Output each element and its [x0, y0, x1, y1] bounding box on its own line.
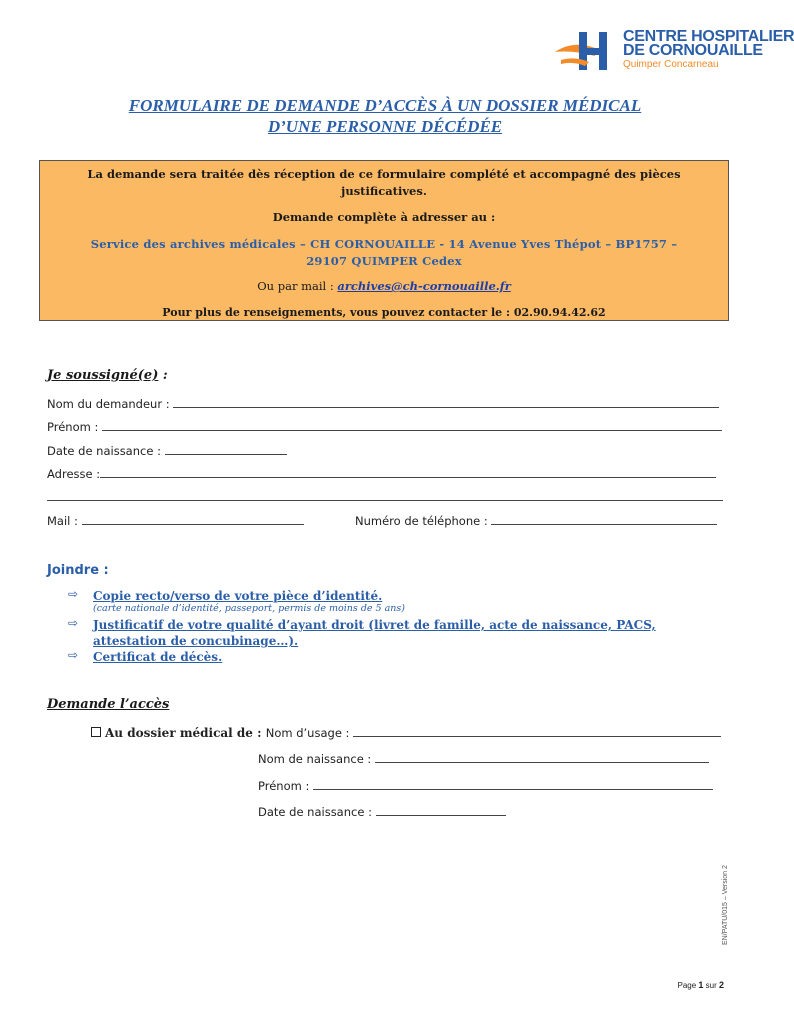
- access-birthdate-label: Date de naissance :: [258, 805, 376, 819]
- info-mail-line: [40, 279, 728, 293]
- info-mail-label: Ou par mail :: [257, 279, 338, 293]
- arrow-right-icon: ⇨: [68, 587, 79, 601]
- requester-birthdate-label: Date de naissance :: [47, 444, 165, 458]
- access-usage-field[interactable]: [353, 726, 721, 737]
- info-address-label: Demande complète à adresser au :: [272, 210, 496, 224]
- requester-mail-line: [47, 514, 317, 528]
- arrow-right-icon: ⇨: [68, 648, 79, 662]
- access-birthname-line: [258, 752, 718, 766]
- attach-item-proof: Justificatif de votre qualité d’ayant droit (livret de famille, acte de naissance, PACS, attestation de concubinage…).: [93, 618, 656, 648]
- logo-h-icon: [555, 30, 621, 74]
- access-usage-line: [91, 726, 716, 740]
- document-reference: EN/PATU/015 – Version 2: [722, 865, 729, 945]
- requester-address-label: Adresse :: [47, 467, 101, 481]
- requester-phone-label: Numéro de téléphone :: [355, 514, 492, 528]
- access-birthdate-field[interactable]: [376, 805, 506, 816]
- requester-phone-line: [355, 514, 725, 528]
- attach-item-id-note: (carte nationale d’identité, passeport, permis de moins de 5 ans): [93, 603, 405, 614]
- form-title: [40, 95, 730, 137]
- requester-firstname-field[interactable]: [102, 420, 722, 431]
- access-birthname-label: Nom de naissance :: [258, 752, 375, 766]
- requester-name-label: Nom du demandeur :: [47, 397, 174, 411]
- page-number: Page 1 sur 2: [677, 980, 724, 990]
- logo-line2: DE CORNOUAILLE: [623, 42, 763, 59]
- requester-mail-field[interactable]: [82, 514, 304, 525]
- requester-name-field[interactable]: [173, 397, 719, 408]
- attach-item-death: Certificat de décès.: [93, 650, 223, 664]
- info-intro: La demande sera traitée dès réception de ce formulaire complété et accompagné des pièces justificatives.: [87, 167, 681, 198]
- attach-item-id: Copie recto/verso de votre pièce d’identité.: [93, 589, 383, 603]
- requester-address-line: [47, 467, 723, 481]
- form-title-line1: FORMULAIRE DE DEMANDE D’ACCÈS À UN DOSSIER MÉDICAL: [128, 96, 642, 115]
- access-firstname-field[interactable]: [313, 779, 713, 790]
- access-birthdate-line: [258, 805, 518, 819]
- requester-phone-field[interactable]: [491, 514, 717, 525]
- access-heading: Demande l’accès: [47, 697, 170, 712]
- requester-birthdate-line: [47, 444, 347, 458]
- info-mail-link[interactable]: archives@ch-cornouaille.fr: [337, 279, 511, 293]
- logo-line1: CENTRE HOSPITALIER: [623, 28, 794, 45]
- access-firstname-line: [258, 779, 718, 793]
- access-checkbox-label: Au dossier médical de :: [105, 726, 266, 740]
- logo-line3: Quimper Concarneau: [623, 59, 719, 70]
- form-title-line2: D’UNE PERSONNE DÉCÉDÉE: [267, 117, 503, 136]
- access-usage-label: Nom d’usage :: [265, 726, 354, 740]
- hospital-logo: [555, 26, 794, 76]
- info-address: Service des archives médicales – CH CORNOUAILLE - 14 Avenue Yves Thépot – BP1757 – 29107 QUIMPER Cedex: [90, 237, 678, 268]
- access-firstname-label: Prénom :: [258, 779, 313, 793]
- access-checkbox[interactable]: [91, 727, 101, 737]
- info-contact: Pour plus de renseignements, vous pouvez contacter le : 02.90.94.42.62: [162, 306, 606, 319]
- requester-mail-label: Mail :: [47, 514, 82, 528]
- requester-heading: Je soussigné(e) :: [47, 368, 168, 383]
- requester-address-field2[interactable]: [47, 490, 723, 501]
- requester-address-line2: [47, 490, 723, 504]
- requester-name-line: [47, 397, 723, 411]
- requester-address-field[interactable]: [100, 467, 716, 478]
- requester-firstname-line: [47, 420, 723, 434]
- requester-birthdate-field[interactable]: [165, 444, 287, 455]
- info-box: [39, 160, 729, 321]
- arrow-right-icon: ⇨: [68, 616, 79, 630]
- attach-heading: Joindre :: [47, 563, 109, 578]
- requester-firstname-label: Prénom :: [47, 420, 102, 434]
- access-birthname-field[interactable]: [375, 752, 709, 763]
